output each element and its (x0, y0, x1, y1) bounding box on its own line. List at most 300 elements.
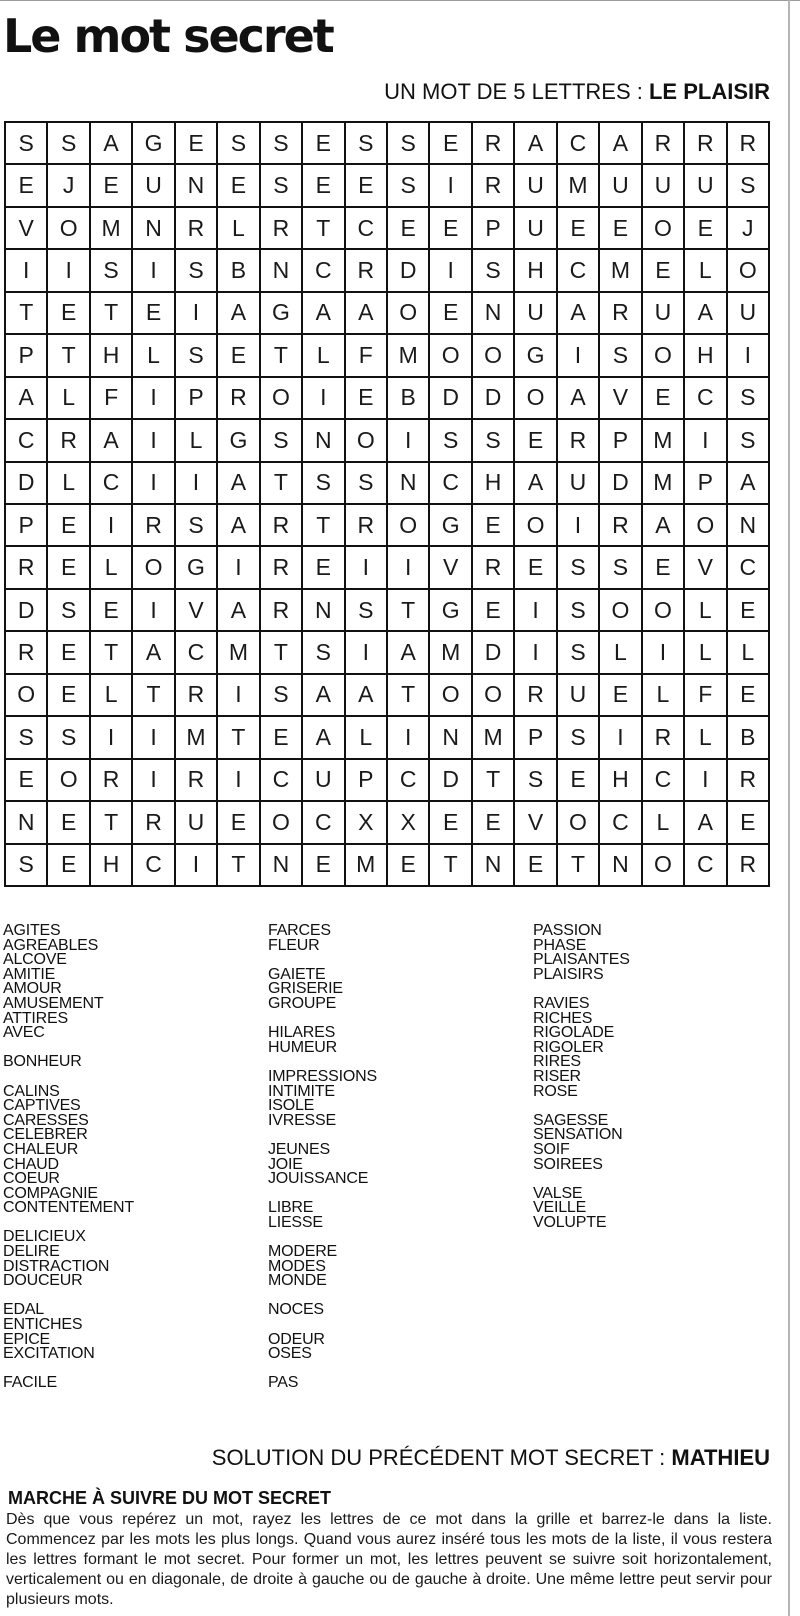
grid-cell[interactable]: I (388, 717, 430, 759)
grid-cell[interactable]: U (600, 165, 642, 207)
grid-cell[interactable]: I (728, 335, 770, 377)
word-list-item[interactable]: BONHEUR (3, 1053, 82, 1071)
word-list-item[interactable]: VALSE (533, 1184, 583, 1202)
grid-cell[interactable]: R (346, 505, 388, 547)
word-list-item[interactable]: RISER (533, 1067, 581, 1085)
grid-cell[interactable]: R (133, 505, 175, 547)
grid-cell[interactable]: L (643, 675, 685, 717)
word-list-item[interactable]: EDAL (3, 1301, 44, 1319)
grid-cell[interactable]: E (261, 717, 303, 759)
grid-cell[interactable]: S (600, 547, 642, 589)
grid-cell[interactable]: C (558, 123, 600, 165)
grid-cell[interactable]: U (515, 165, 557, 207)
grid-cell[interactable]: G (133, 123, 175, 165)
grid-cell[interactable]: N (600, 845, 642, 887)
grid-cell[interactable]: I (218, 760, 260, 802)
grid-cell[interactable]: E (643, 547, 685, 589)
grid-cell[interactable]: J (728, 208, 770, 250)
grid-cell[interactable]: I (133, 590, 175, 632)
word-list-item[interactable]: AGREABLES (3, 936, 99, 954)
grid-cell[interactable]: A (303, 293, 345, 335)
grid-cell[interactable]: S (176, 250, 218, 292)
grid-cell[interactable]: C (303, 250, 345, 292)
grid-cell[interactable]: L (643, 802, 685, 844)
word-list-item[interactable]: LIESSE (268, 1213, 323, 1231)
grid-cell[interactable]: E (515, 420, 557, 462)
grid-cell[interactable]: M (218, 632, 260, 674)
grid-cell[interactable]: T (6, 293, 48, 335)
grid-cell[interactable]: V (6, 208, 48, 250)
grid-cell[interactable]: A (685, 802, 727, 844)
grid-cell[interactable]: T (48, 335, 90, 377)
word-list-item[interactable]: GROUPE (268, 994, 337, 1012)
word-list-item[interactable]: MONDE (268, 1272, 327, 1290)
word-list-item[interactable]: PLAISIRS (533, 965, 604, 983)
grid-cell[interactable]: N (473, 845, 515, 887)
word-list-item[interactable]: ODEUR (268, 1330, 325, 1348)
word-list-item[interactable]: IMPRESSIONS (268, 1067, 377, 1085)
grid-cell[interactable]: L (91, 547, 133, 589)
grid-cell[interactable]: E (643, 378, 685, 420)
grid-cell[interactable]: I (346, 632, 388, 674)
grid-cell[interactable]: D (388, 250, 430, 292)
grid-cell[interactable]: E (515, 845, 557, 887)
grid-cell[interactable]: E (303, 547, 345, 589)
grid-cell[interactable]: I (303, 378, 345, 420)
grid-cell[interactable]: G (176, 547, 218, 589)
grid-cell[interactable]: S (48, 717, 90, 759)
grid-cell[interactable]: S (176, 335, 218, 377)
grid-cell[interactable]: P (176, 378, 218, 420)
word-list-item[interactable]: EXCITATION (3, 1345, 95, 1363)
grid-cell[interactable]: L (48, 378, 90, 420)
grid-cell[interactable]: T (388, 590, 430, 632)
grid-cell[interactable]: I (558, 335, 600, 377)
grid-cell[interactable]: M (388, 335, 430, 377)
grid-cell[interactable]: R (176, 208, 218, 250)
grid-cell[interactable]: I (685, 420, 727, 462)
grid-cell[interactable]: V (176, 590, 218, 632)
word-list-item[interactable]: ROSE (533, 1082, 578, 1100)
grid-cell[interactable]: I (430, 250, 472, 292)
word-list-item[interactable]: RAVIES (533, 994, 590, 1012)
grid-cell[interactable]: O (48, 760, 90, 802)
grid-cell[interactable]: S (48, 590, 90, 632)
grid-cell[interactable]: M (600, 250, 642, 292)
grid-cell[interactable]: T (218, 717, 260, 759)
grid-cell[interactable]: B (728, 717, 770, 759)
grid-cell[interactable]: G (218, 420, 260, 462)
grid-cell[interactable]: N (133, 208, 175, 250)
grid-cell[interactable]: R (643, 717, 685, 759)
grid-cell[interactable]: P (346, 760, 388, 802)
grid-cell[interactable]: T (91, 802, 133, 844)
grid-cell[interactable]: P (6, 505, 48, 547)
grid-cell[interactable]: N (430, 717, 472, 759)
grid-cell[interactable]: L (176, 420, 218, 462)
grid-cell[interactable]: G (261, 293, 303, 335)
grid-cell[interactable]: E (473, 505, 515, 547)
grid-cell[interactable]: A (388, 632, 430, 674)
grid-cell[interactable]: C (6, 420, 48, 462)
grid-cell[interactable]: E (558, 760, 600, 802)
grid-cell[interactable]: S (473, 420, 515, 462)
word-list-item[interactable]: ALCOVE (3, 951, 67, 969)
grid-cell[interactable]: R (600, 293, 642, 335)
grid-cell[interactable]: S (388, 123, 430, 165)
word-list-item[interactable]: SENSATION (533, 1126, 623, 1144)
grid-cell[interactable]: U (643, 293, 685, 335)
grid-cell[interactable]: E (6, 760, 48, 802)
grid-cell[interactable]: B (388, 378, 430, 420)
grid-cell[interactable]: L (91, 675, 133, 717)
grid-cell[interactable]: O (133, 547, 175, 589)
word-list-item[interactable]: RICHES (533, 1009, 593, 1027)
grid-cell[interactable]: E (303, 165, 345, 207)
grid-cell[interactable]: O (600, 590, 642, 632)
grid-cell[interactable]: I (558, 505, 600, 547)
grid-cell[interactable]: O (685, 505, 727, 547)
word-list-item[interactable]: CELEBRER (3, 1126, 88, 1144)
grid-cell[interactable]: U (133, 165, 175, 207)
grid-cell[interactable]: S (6, 717, 48, 759)
grid-cell[interactable]: A (91, 420, 133, 462)
grid-cell[interactable]: T (91, 293, 133, 335)
grid-cell[interactable]: R (515, 675, 557, 717)
grid-cell[interactable]: O (643, 208, 685, 250)
grid-cell[interactable]: I (685, 760, 727, 802)
grid-cell[interactable]: G (430, 505, 472, 547)
grid-cell[interactable]: S (48, 123, 90, 165)
grid-cell[interactable]: E (91, 165, 133, 207)
word-list-item[interactable]: PLAISANTES (533, 951, 630, 969)
word-list-item[interactable]: LIBRE (268, 1199, 314, 1217)
word-list-item[interactable]: EPICE (3, 1330, 51, 1348)
grid-cell[interactable]: M (430, 632, 472, 674)
grid-cell[interactable]: T (303, 208, 345, 250)
grid-cell[interactable]: I (91, 505, 133, 547)
grid-cell[interactable]: I (388, 420, 430, 462)
grid-cell[interactable]: C (388, 760, 430, 802)
grid-cell[interactable]: U (558, 463, 600, 505)
grid-cell[interactable]: D (600, 463, 642, 505)
word-list-item[interactable]: ISOLE (268, 1097, 315, 1115)
grid-cell[interactable]: A (91, 123, 133, 165)
word-list-item[interactable]: FLEUR (268, 936, 320, 954)
grid-cell[interactable]: O (643, 845, 685, 887)
grid-cell[interactable]: S (346, 123, 388, 165)
grid-cell[interactable]: O (346, 420, 388, 462)
grid-cell[interactable]: S (558, 590, 600, 632)
grid-cell[interactable]: O (515, 378, 557, 420)
grid-cell[interactable]: F (91, 378, 133, 420)
grid-cell[interactable]: E (218, 165, 260, 207)
grid-cell[interactable]: S (261, 123, 303, 165)
word-list-item[interactable]: IVRESSE (268, 1111, 336, 1129)
grid-cell[interactable]: D (473, 632, 515, 674)
grid-cell[interactable]: R (261, 590, 303, 632)
grid-cell[interactable]: S (728, 420, 770, 462)
grid-cell[interactable]: T (261, 335, 303, 377)
grid-cell[interactable]: E (643, 250, 685, 292)
grid-cell[interactable]: M (643, 420, 685, 462)
grid-cell[interactable]: H (685, 335, 727, 377)
grid-cell[interactable]: C (685, 378, 727, 420)
grid-cell[interactable]: I (176, 845, 218, 887)
grid-cell[interactable]: S (218, 123, 260, 165)
grid-cell[interactable]: R (728, 760, 770, 802)
grid-cell[interactable]: F (346, 335, 388, 377)
grid-cell[interactable]: O (728, 250, 770, 292)
word-list-item[interactable]: AMOUR (3, 980, 62, 998)
grid-cell[interactable]: E (685, 208, 727, 250)
word-list-item[interactable]: HILARES (268, 1024, 336, 1042)
grid-cell[interactable]: T (388, 675, 430, 717)
grid-cell[interactable]: N (473, 293, 515, 335)
grid-cell[interactable]: O (430, 335, 472, 377)
grid-cell[interactable]: S (728, 165, 770, 207)
grid-cell[interactable]: I (133, 717, 175, 759)
word-list-item[interactable]: GAIETE (268, 965, 326, 983)
grid-cell[interactable]: L (728, 632, 770, 674)
word-list-item[interactable]: COEUR (3, 1170, 60, 1188)
grid-cell[interactable]: E (91, 590, 133, 632)
grid-cell[interactable]: E (48, 547, 90, 589)
grid-cell[interactable]: I (643, 632, 685, 674)
word-list-item[interactable]: DISTRACTION (3, 1257, 110, 1275)
grid-cell[interactable]: I (176, 463, 218, 505)
grid-cell[interactable]: R (600, 505, 642, 547)
grid-cell[interactable]: L (303, 335, 345, 377)
grid-cell[interactable]: E (430, 802, 472, 844)
grid-cell[interactable]: R (261, 208, 303, 250)
grid-cell[interactable]: R (685, 123, 727, 165)
grid-cell[interactable]: T (218, 845, 260, 887)
grid-cell[interactable]: E (48, 675, 90, 717)
grid-cell[interactable]: S (91, 250, 133, 292)
word-list-item[interactable]: FARCES (268, 922, 331, 939)
grid-cell[interactable]: M (346, 845, 388, 887)
grid-cell[interactable]: S (515, 760, 557, 802)
grid-cell[interactable]: S (176, 505, 218, 547)
grid-cell[interactable]: I (6, 250, 48, 292)
grid-cell[interactable]: A (346, 675, 388, 717)
grid-cell[interactable]: A (303, 675, 345, 717)
grid-cell[interactable]: U (303, 760, 345, 802)
grid-cell[interactable]: A (6, 378, 48, 420)
grid-cell[interactable]: A (558, 378, 600, 420)
grid-cell[interactable]: P (685, 463, 727, 505)
grid-cell[interactable]: O (261, 802, 303, 844)
grid-cell[interactable]: E (728, 802, 770, 844)
grid-cell[interactable]: I (133, 250, 175, 292)
grid-cell[interactable]: C (558, 250, 600, 292)
grid-cell[interactable]: O (643, 590, 685, 632)
grid-cell[interactable]: S (388, 165, 430, 207)
grid-cell[interactable]: N (176, 165, 218, 207)
grid-cell[interactable]: E (515, 547, 557, 589)
word-list-item[interactable]: RIRES (533, 1053, 581, 1071)
grid-cell[interactable]: A (643, 505, 685, 547)
word-list-item[interactable]: MODERE (268, 1243, 338, 1261)
grid-cell[interactable]: R (91, 760, 133, 802)
grid-cell[interactable]: U (515, 293, 557, 335)
grid-cell[interactable]: V (685, 547, 727, 589)
grid-cell[interactable]: E (388, 845, 430, 887)
grid-cell[interactable]: N (303, 590, 345, 632)
grid-cell[interactable]: O (558, 802, 600, 844)
grid-cell[interactable]: A (218, 590, 260, 632)
grid-cell[interactable]: D (430, 760, 472, 802)
grid-cell[interactable]: L (133, 335, 175, 377)
grid-cell[interactable]: S (346, 590, 388, 632)
grid-cell[interactable]: U (643, 165, 685, 207)
grid-cell[interactable]: I (133, 760, 175, 802)
grid-cell[interactable]: G (430, 590, 472, 632)
grid-cell[interactable]: C (643, 760, 685, 802)
grid-cell[interactable]: E (176, 123, 218, 165)
grid-cell[interactable]: A (515, 123, 557, 165)
word-list-item[interactable]: CHAUD (3, 1155, 59, 1173)
grid-cell[interactable]: C (261, 760, 303, 802)
grid-cell[interactable]: E (728, 590, 770, 632)
grid-cell[interactable]: C (728, 547, 770, 589)
grid-cell[interactable]: X (388, 802, 430, 844)
grid-cell[interactable]: E (218, 802, 260, 844)
word-list-item[interactable]: RIGOLADE (533, 1024, 615, 1042)
grid-cell[interactable]: P (515, 717, 557, 759)
grid-cell[interactable]: I (515, 590, 557, 632)
word-list-item[interactable]: SAGESSE (533, 1111, 609, 1129)
word-list-item[interactable]: FACILE (3, 1374, 57, 1392)
grid-cell[interactable]: E (346, 378, 388, 420)
grid-cell[interactable]: R (261, 547, 303, 589)
grid-cell[interactable]: S (303, 463, 345, 505)
grid-cell[interactable]: O (6, 675, 48, 717)
word-list-item[interactable]: JOUISSANCE (268, 1170, 369, 1188)
grid-cell[interactable]: V (515, 802, 557, 844)
word-list-item[interactable]: JEUNES (268, 1140, 330, 1158)
grid-cell[interactable]: L (685, 590, 727, 632)
word-list-item[interactable]: DELICIEUX (3, 1228, 86, 1246)
grid-cell[interactable]: L (48, 463, 90, 505)
grid-cell[interactable]: T (303, 505, 345, 547)
grid-cell[interactable]: R (6, 632, 48, 674)
grid-cell[interactable]: O (473, 675, 515, 717)
word-list-item[interactable]: RIGOLER (533, 1038, 604, 1056)
word-list-item[interactable]: NOCES (268, 1301, 324, 1319)
grid-cell[interactable]: I (176, 293, 218, 335)
word-list-item[interactable]: VOLUPTE (533, 1213, 607, 1231)
grid-cell[interactable]: O (473, 335, 515, 377)
grid-cell[interactable]: E (430, 123, 472, 165)
grid-cell[interactable]: A (218, 505, 260, 547)
grid-cell[interactable]: I (133, 463, 175, 505)
grid-cell[interactable]: E (473, 802, 515, 844)
grid-cell[interactable]: O (515, 505, 557, 547)
grid-cell[interactable]: C (303, 802, 345, 844)
word-list-item[interactable]: COMPAGNIE (3, 1184, 98, 1202)
grid-cell[interactable]: U (515, 208, 557, 250)
word-list-item[interactable]: GRISERIE (268, 980, 343, 998)
grid-cell[interactable]: O (48, 208, 90, 250)
grid-cell[interactable]: E (558, 208, 600, 250)
word-list-item[interactable]: SOIREES (533, 1155, 603, 1173)
word-list-item[interactable]: CARESSES (3, 1111, 89, 1129)
grid-cell[interactable]: B (218, 250, 260, 292)
grid-cell[interactable]: S (261, 675, 303, 717)
grid-cell[interactable]: H (473, 463, 515, 505)
grid-cell[interactable]: S (558, 547, 600, 589)
word-list-item[interactable]: PAS (268, 1374, 299, 1392)
grid-cell[interactable]: C (600, 802, 642, 844)
word-list-item[interactable]: AGITES (3, 922, 61, 939)
grid-cell[interactable]: M (91, 208, 133, 250)
grid-cell[interactable]: F (685, 675, 727, 717)
grid-cell[interactable]: E (48, 845, 90, 887)
grid-cell[interactable]: L (685, 717, 727, 759)
grid-cell[interactable]: S (261, 165, 303, 207)
word-list-item[interactable]: JOIE (268, 1155, 303, 1173)
grid-cell[interactable]: N (388, 463, 430, 505)
grid-cell[interactable]: O (261, 378, 303, 420)
word-list-item[interactable]: INTIMITE (268, 1082, 335, 1100)
grid-cell[interactable]: T (558, 845, 600, 887)
grid-cell[interactable]: E (600, 208, 642, 250)
grid-cell[interactable]: S (303, 632, 345, 674)
grid-cell[interactable]: T (261, 463, 303, 505)
grid-cell[interactable]: I (133, 420, 175, 462)
grid-cell[interactable]: R (218, 378, 260, 420)
grid-cell[interactable]: T (261, 632, 303, 674)
word-list-item[interactable]: CAPTIVES (3, 1097, 81, 1115)
grid-cell[interactable]: O (430, 675, 472, 717)
grid-cell[interactable]: E (388, 208, 430, 250)
grid-cell[interactable]: N (261, 250, 303, 292)
grid-cell[interactable]: P (6, 335, 48, 377)
grid-cell[interactable]: N (6, 802, 48, 844)
grid-cell[interactable]: A (685, 293, 727, 335)
grid-cell[interactable]: E (728, 675, 770, 717)
word-list-item[interactable]: DOUCEUR (3, 1272, 83, 1290)
grid-cell[interactable]: I (388, 547, 430, 589)
grid-cell[interactable]: T (473, 760, 515, 802)
grid-cell[interactable]: E (48, 632, 90, 674)
grid-cell[interactable]: S (728, 378, 770, 420)
grid-cell[interactable]: O (643, 335, 685, 377)
grid-cell[interactable]: S (558, 717, 600, 759)
grid-cell[interactable]: R (473, 123, 515, 165)
grid-cell[interactable]: T (133, 675, 175, 717)
grid-cell[interactable]: E (303, 123, 345, 165)
grid-cell[interactable]: E (600, 675, 642, 717)
grid-cell[interactable]: A (600, 123, 642, 165)
grid-cell[interactable]: D (473, 378, 515, 420)
grid-cell[interactable]: S (346, 463, 388, 505)
word-list-item[interactable]: AMUSEMENT (3, 994, 104, 1012)
grid-cell[interactable]: U (558, 675, 600, 717)
grid-cell[interactable]: A (346, 293, 388, 335)
word-list-item[interactable]: CALINS (3, 1082, 60, 1100)
grid-cell[interactable]: T (91, 632, 133, 674)
word-list-item[interactable]: HUMEUR (268, 1038, 338, 1056)
grid-cell[interactable]: O (388, 505, 430, 547)
grid-cell[interactable]: R (728, 845, 770, 887)
word-list-item[interactable]: DELIRE (3, 1243, 60, 1261)
grid-cell[interactable]: L (218, 208, 260, 250)
grid-cell[interactable]: A (133, 632, 175, 674)
grid-cell[interactable]: V (430, 547, 472, 589)
